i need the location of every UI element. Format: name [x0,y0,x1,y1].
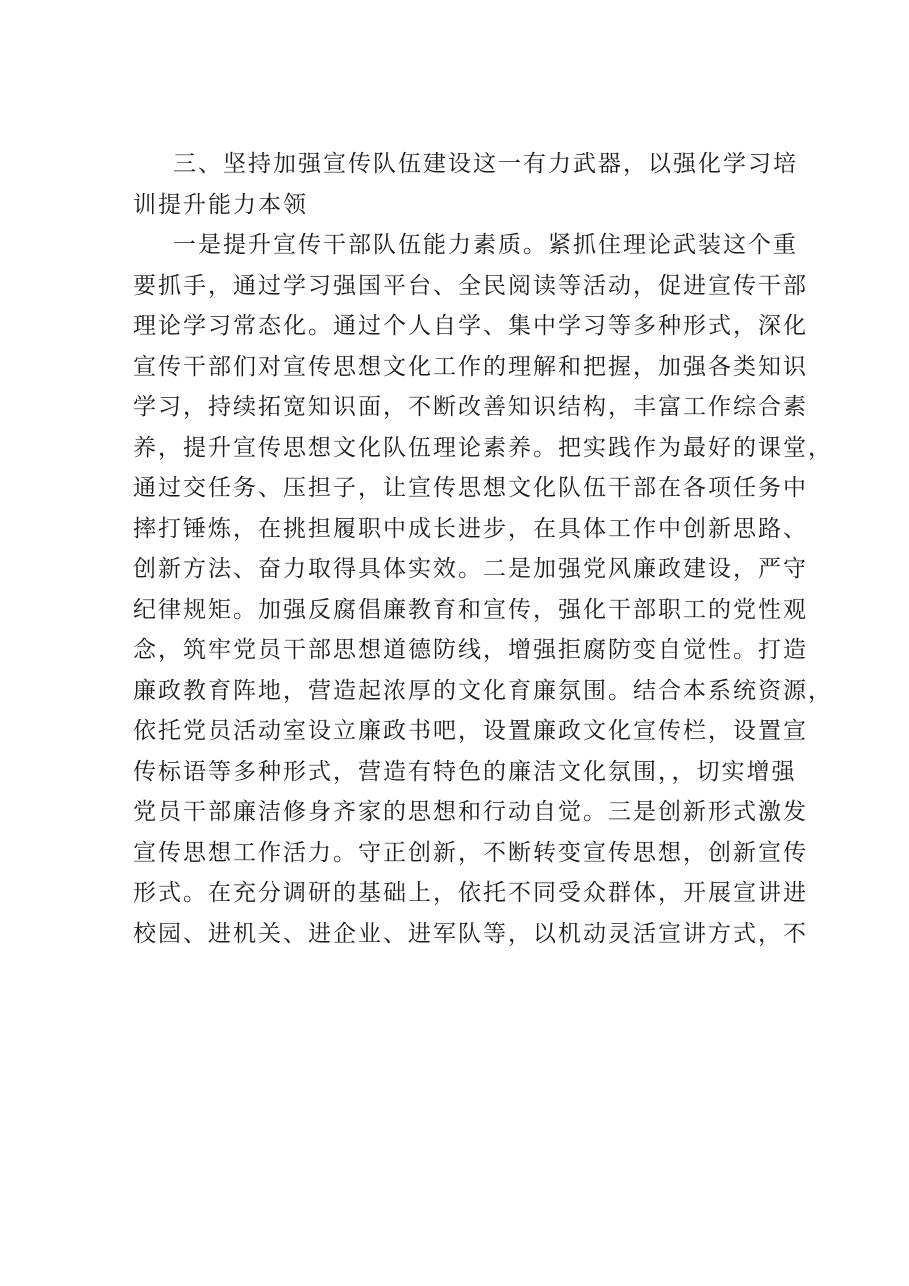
paragraph-line: 宣传干部们对宣传思想文化工作的理解和把握，加强各类知识 [133,353,808,380]
paragraph-line: 党员干部廉洁修身齐家的思想和行动自觉。三是创新形式激发 [133,799,808,825]
paragraph-line: 念，筑牢党员干部思想道德防线，增强拒腐防变自觉性。打造 [133,637,808,663]
paragraph-line: 理论学习常态化。通过个人自学、集中学习等多种形式，深化 [133,313,808,339]
paragraph-line: 学习，持续拓宽知识面，不断改善知识结构，丰富工作综合素 [133,394,808,420]
paragraph-line: 通过交任务、压担子，让宣传思想文化队伍干部在各项任务中 [133,475,808,501]
paragraph-line: 依托党员活动室设立廉政书吧，设置廉政文化宣传栏，设置宣 [133,718,808,744]
paragraph-line: 纪律规矩。加强反腐倡廉教育和宣传，强化干部职工的党性观 [133,596,808,623]
paragraph-line: 传标语等多种形式，营造有特色的廉洁文化氛围，，切实增强 [133,758,797,785]
document-body [133,144,833,954]
paragraph-line: 宣传思想工作活力。守正创新，不断转变宣传思想，创新宣传 [133,839,808,866]
paragraph-line: 廉政教育阵地，营造起浓厚的文化育廉氛围。结合本系统资源， [133,677,833,704]
section-heading-line-2: 训提升能力本领 [133,191,308,218]
paragraph-line: 一是提升宣传干部队伍能力素质。紧抓住理论武装这个重 [173,232,798,258]
section-heading-line-1: 三、坚持加强宣传队伍建设这一有力武器，以强化学习培 [173,151,798,177]
paragraph-line: 校园、进机关、进企业、进军队等，以机动灵活宣讲方式，不 [133,920,808,947]
paragraph-line: 养，提升宣传思想文化队伍理论素养。把实践作为最好的课堂， [133,434,833,461]
paragraph-line: 要抓手，通过学习强国平台、全民阅读等活动，促进宣传干部 [133,272,808,299]
paragraph-line: 形式。在充分调研的基础上，依托不同受众群体，开展宣讲进 [133,880,808,906]
paragraph-line: 创新方法、奋力取得具体实效。二是加强党风廉政建设，严守 [133,556,808,582]
paragraph-line: 摔打锤炼，在挑担履职中成长进步，在具体工作中创新思路、 [133,515,808,542]
